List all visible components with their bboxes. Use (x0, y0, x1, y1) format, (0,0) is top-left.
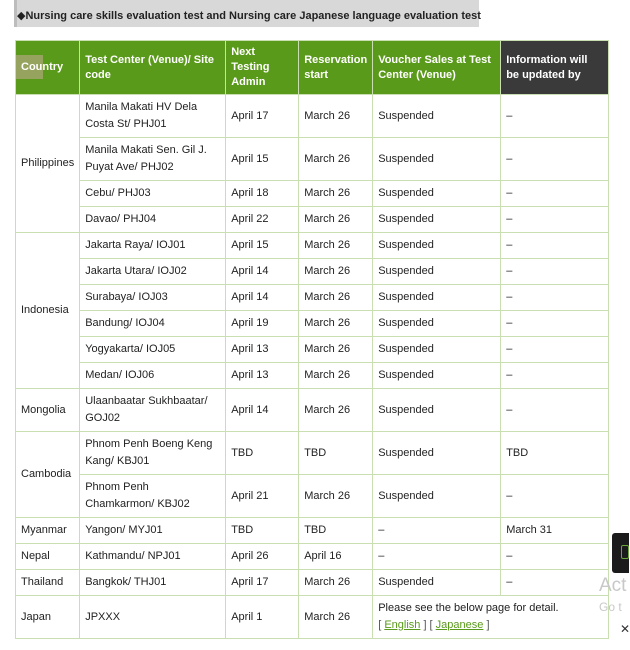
table-row (16, 311, 609, 337)
reservation-cell: March 26 (299, 95, 373, 138)
reservation-cell: March 26 (299, 311, 373, 337)
reservation-cell: March 26 (299, 207, 373, 233)
test-schedule-table (15, 40, 609, 639)
voucher-cell: – (373, 544, 501, 570)
updated-cell: – (501, 181, 609, 207)
country-cell: Nepal (16, 544, 80, 570)
country-cell: Japan (16, 596, 80, 639)
reservation-cell: March 26 (299, 363, 373, 389)
reservation-cell: March 26 (299, 596, 373, 639)
next-testing-cell: TBD (226, 432, 299, 475)
center-cell: Medan/ IOJ06 (80, 363, 226, 389)
voucher-cell: Suspended (373, 207, 501, 233)
voucher-cell: Suspended (373, 389, 501, 432)
table-row (16, 285, 609, 311)
reservation-cell: March 26 (299, 138, 373, 181)
center-cell: Cebu/ PHJ03 (80, 181, 226, 207)
table-row (16, 475, 609, 518)
table-row (16, 432, 609, 475)
updated-cell: – (501, 389, 609, 432)
table-row (16, 259, 609, 285)
updated-cell: – (501, 259, 609, 285)
voucher-cell: Suspended (373, 181, 501, 207)
next-testing-cell: April 17 (226, 95, 299, 138)
country-cell: Myanmar (16, 518, 80, 544)
reservation-cell: March 26 (299, 570, 373, 596)
table-row (16, 138, 609, 181)
updated-cell: – (501, 207, 609, 233)
next-testing-cell: April 14 (226, 259, 299, 285)
next-testing-cell: April 14 (226, 285, 299, 311)
table-row (16, 207, 609, 233)
table-row (16, 596, 609, 639)
country-cell: Cambodia (16, 432, 80, 518)
voucher-cell: Suspended (373, 475, 501, 518)
updated-cell: – (501, 544, 609, 570)
center-cell: Phnom Penh Boeng Keng Kang/ KBJ01 (80, 432, 226, 475)
updated-cell: – (501, 138, 609, 181)
next-testing-cell: April 14 (226, 389, 299, 432)
next-testing-cell: April 17 (226, 570, 299, 596)
center-cell: Bangkok/ THJ01 (80, 570, 226, 596)
center-cell: Manila Makati Sen. Gil J. Puyat Ave/ PHJ02 (80, 138, 226, 181)
updated-cell: – (501, 285, 609, 311)
next-testing-cell: April 21 (226, 475, 299, 518)
voucher-cell: Suspended (373, 311, 501, 337)
reservation-cell: TBD (299, 518, 373, 544)
voucher-cell: Suspended (373, 363, 501, 389)
center-cell: Phnom Penh Chamkarmon/ KBJ02 (80, 475, 226, 518)
next-testing-cell: April 18 (226, 181, 299, 207)
reservation-cell: March 26 (299, 475, 373, 518)
next-testing-cell: April 19 (226, 311, 299, 337)
table-header-row (16, 41, 609, 95)
center-cell: Manila Makati HV Dela Costa St/ PHJ01 (80, 95, 226, 138)
reservation-cell: March 26 (299, 285, 373, 311)
column-header-country: Country (16, 41, 80, 95)
updated-cell: – (501, 95, 609, 138)
table-row (16, 181, 609, 207)
japan-detail-text: Please see the below page for detail. (378, 602, 559, 614)
table-row (16, 518, 609, 544)
section-heading-bar (14, 0, 479, 27)
updated-cell: – (501, 475, 609, 518)
japan-detail-cell (373, 596, 609, 639)
country-cell: Indonesia (16, 233, 80, 389)
reservation-cell: April 16 (299, 544, 373, 570)
voucher-cell: Suspended (373, 432, 501, 475)
english-link[interactable]: English (384, 619, 421, 631)
center-cell: Yogyakarta/ IOJ05 (80, 337, 226, 363)
voucher-cell: Suspended (373, 570, 501, 596)
country-cell: Thailand (16, 570, 80, 596)
japanese-link[interactable]: Japanese (435, 619, 484, 631)
column-header-updated-by: Information will be updated by (501, 41, 609, 95)
next-testing-cell: TBD (226, 518, 299, 544)
side-panel-tab[interactable] (612, 533, 629, 573)
next-testing-cell: April 13 (226, 363, 299, 389)
close-icon: ✕ (620, 622, 630, 636)
center-cell: Davao/ PHJ04 (80, 207, 226, 233)
updated-cell: March 31 (501, 518, 609, 544)
updated-cell: – (501, 570, 609, 596)
language-links: [ English ] [ Japanese ] (378, 619, 490, 631)
voucher-cell: Suspended (373, 233, 501, 259)
next-testing-cell: April 22 (226, 207, 299, 233)
center-cell: Ulaanbaatar Sukhbaatar/ GOJ02 (80, 389, 226, 432)
next-testing-cell: April 15 (226, 138, 299, 181)
center-cell: Surabaya/ IOJ03 (80, 285, 226, 311)
column-header-next-testing: Next Testing Admin (226, 41, 299, 95)
updated-cell: – (501, 311, 609, 337)
column-header-reservation: Reservation start (299, 41, 373, 95)
center-cell: Kathmandu/ NPJ01 (80, 544, 226, 570)
column-header-voucher: Voucher Sales at Test Center (Venue) (373, 41, 501, 95)
reservation-cell: March 26 (299, 337, 373, 363)
column-header-test-center: Test Center (Venue)/ Site code (80, 41, 226, 95)
center-cell: Bandung/ IOJ04 (80, 311, 226, 337)
updated-cell: – (501, 363, 609, 389)
table-row (16, 337, 609, 363)
next-testing-cell: April 15 (226, 233, 299, 259)
center-cell: JPXXX (80, 596, 226, 639)
reservation-cell: March 26 (299, 389, 373, 432)
table-row (16, 363, 609, 389)
voucher-cell: Suspended (373, 95, 501, 138)
reservation-cell: March 26 (299, 259, 373, 285)
voucher-cell: Suspended (373, 337, 501, 363)
country-cell: Philippines (16, 95, 80, 233)
voucher-cell: Suspended (373, 285, 501, 311)
table-row (16, 233, 609, 259)
center-cell: Jakarta Utara/ IOJ02 (80, 259, 226, 285)
country-cell: Mongolia (16, 389, 80, 432)
reservation-cell: March 26 (299, 233, 373, 259)
voucher-cell: – (373, 518, 501, 544)
next-testing-cell: April 13 (226, 337, 299, 363)
table-row (16, 570, 609, 596)
table-row (16, 95, 609, 138)
voucher-cell: Suspended (373, 138, 501, 181)
next-testing-cell: April 1 (226, 596, 299, 639)
voucher-cell: Suspended (373, 259, 501, 285)
table-row (16, 389, 609, 432)
table-row (16, 544, 609, 570)
updated-cell: TBD (501, 432, 609, 475)
center-cell: Jakarta Raya/ IOJ01 (80, 233, 226, 259)
activation-watermark-sub: Go t (599, 600, 622, 614)
reservation-cell: TBD (299, 432, 373, 475)
updated-cell: – (501, 233, 609, 259)
updated-cell: – (501, 337, 609, 363)
reservation-cell: March 26 (299, 181, 373, 207)
center-cell: Yangon/ MYJ01 (80, 518, 226, 544)
next-testing-cell: April 26 (226, 544, 299, 570)
section-heading: ◆Nursing care skills evaluation test and Nursing care Japanese language evaluation test (17, 10, 481, 22)
activation-watermark: Act (599, 575, 627, 596)
